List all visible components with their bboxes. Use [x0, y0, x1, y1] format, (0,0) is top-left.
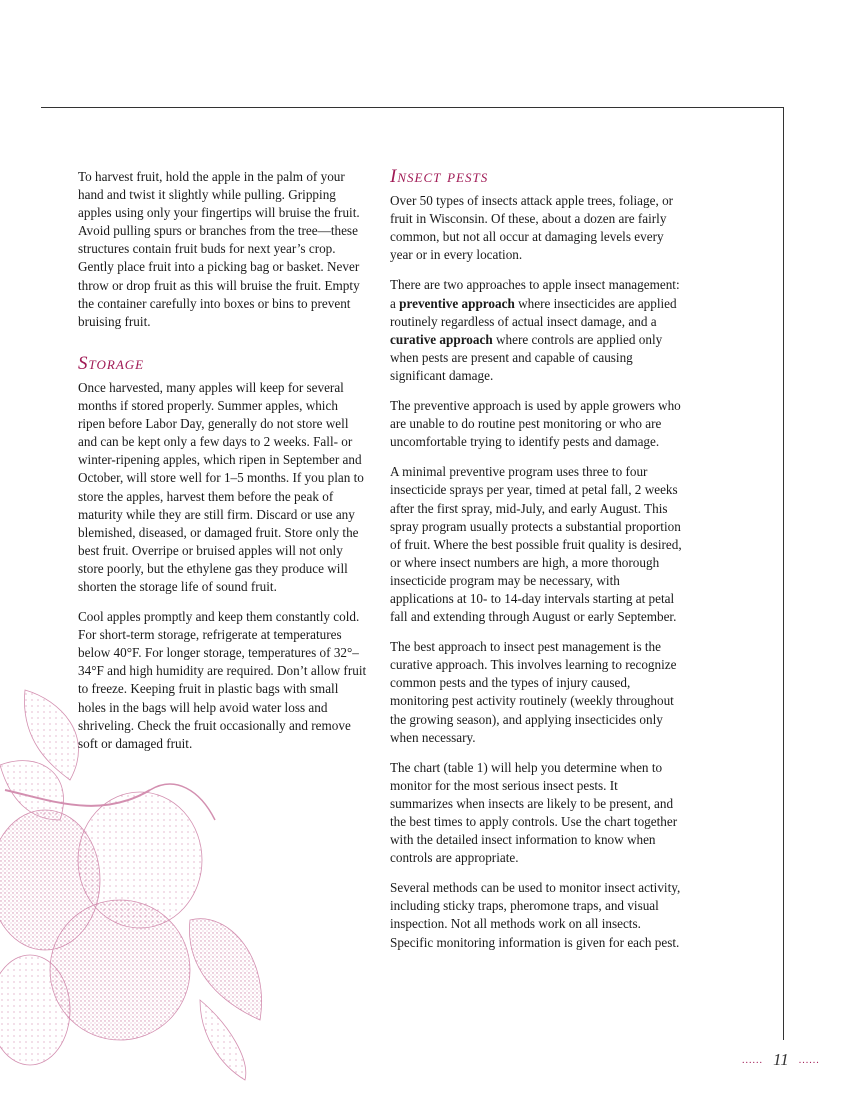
top-rule [41, 107, 784, 108]
storage-heading: Storage [78, 352, 145, 374]
storage-paragraph-2: Cool apples promptly and keep them constantly cold. For short-term storage, refrigerate at temperatures below 40°F. For longer storage, temperatures of 32°–34°F and high humidity are required. Don’t allow fruit to freeze. Keeping fruit in plastic bags with small holes in the bags will help avoid water loss and shriveling. Check the fruit occasionally and remove soft or damaged fruit. [78, 609, 367, 751]
insect-paragraph-1: Over 50 types of insects attack apple trees, foliage, or fruit in Wisconsin. Of these, about a dozen are fairly common, but not all occur at damaging levels every year or in every location. [390, 193, 674, 263]
storage-paragraph-1: Once harvested, many apples will keep for several months if stored properly. Summer apples, which ripen before Labor Day, generally do not store well and can be kept only a few days to 2 weeks. Fall- or winter-ripening apples, which ripen in September and October, will store well for 1–5 months. If you plan to store the apples, harvest them before the peak of maturity while they are still firm. Discard or use any blemished, diseased, or damaged fruit. Store only the best fruit. Overripe or bruised apples will not only store poorly, but the ethylene gas they produce will shorten the storage life of sound fruit. [78, 379, 364, 594]
footer-dots-left: ...... [742, 1054, 763, 1066]
page-number: 11 [773, 1050, 789, 1069]
right-column [390, 168, 682, 964]
left-column [78, 168, 368, 765]
footer-dots-right: ...... [798, 1054, 820, 1066]
para2-text-end: where controls are applied only when pests are present and capable of causing significant damage. [390, 331, 663, 383]
harvest-paragraph: To harvest fruit, hold the apple in the palm of your hand and twist it slightly while pulling. Gripping apples using only your fingertips will bruise the fruit. Avoid pulling spurs or branches from the tree—these structures contain fruit buds for next year’s crop. Gently place fruit into a picking bag or basket. Never throw or drop fruit as this will bruise the fruit. Empty the container carefully into boxes or bins to prevent bruising fruit. [78, 169, 360, 329]
right-rule [783, 107, 784, 1040]
curative-approach-term: curative approach [390, 331, 493, 347]
insect-paragraph-7: Several methods can be used to monitor insect activity, including sticky traps, pheromone traps, and visual inspection. Not all methods work on all insects. Specific monitoring information is given for each pest. [390, 880, 681, 950]
insect-paragraph-6: The chart (table 1) will help you determine when to monitor for the most serious insect pests. It summarizes when insects are likely to be present, and the best times to apply controls. Use the chart together with the detailed insect information to know when controls are appropriate. [390, 759, 678, 866]
insect-paragraph-2 [390, 276, 682, 385]
insect-pests-heading: Insect pests [390, 166, 489, 187]
page-footer [742, 1050, 820, 1070]
insect-paragraph-3: The preventive approach is used by apple growers who are unable to do routine pest monitoring or who are uncomfortable trying to identify pests and damage. [390, 398, 681, 450]
insect-paragraph-5: The best approach to insect pest management is the curative approach. This involves learning to recognize common pests and the types of injury caused, monitoring pest activity routinely (weekly throughout the growing season), and applying insecticides only when necessary. [390, 639, 677, 745]
insect-paragraph-4: A minimal preventive program uses three to four insecticide sprays per year, timed at petal fall, 2 weeks after the first spray, mid-July, and early August. This spray program usually protects a substantial proportion of fruit. Where the best possible fruit quality is desired, or where insect numbers are high, a more thorough insecticide program may be necessary, with applications at 10- to 14-day intervals starting at petal fall and extending through August or early September. [390, 464, 682, 625]
para2-text-mid: where insecticides are applied routinely regardless of actual insect damage, and a [390, 295, 677, 329]
preventive-approach-term: preventive approach [399, 295, 515, 311]
para2-text-start: There are two approaches to apple insect management: a [390, 277, 680, 311]
